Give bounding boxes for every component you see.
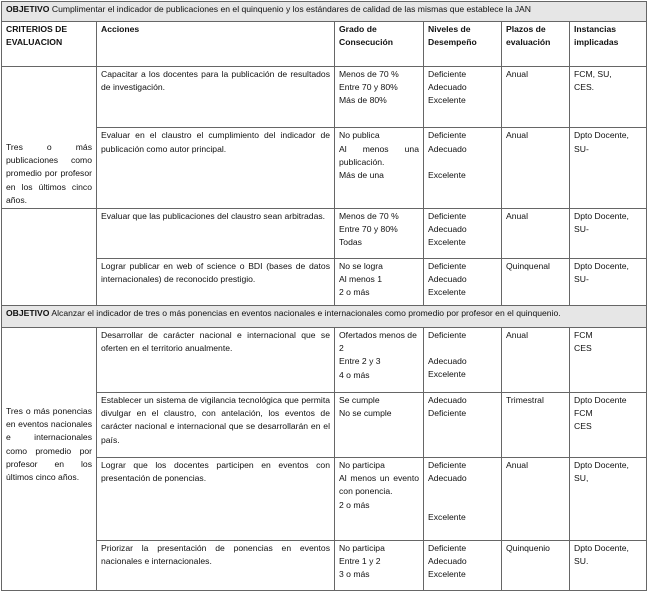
grado-line: 3 o más — [339, 569, 370, 580]
grado-line: Al menos 1 — [339, 274, 382, 285]
grado-cell — [335, 458, 424, 541]
grado-cell — [335, 209, 424, 259]
niveles-cell — [424, 128, 502, 209]
instancias-cell — [570, 67, 647, 128]
objective-1-label: OBJETIVO — [6, 4, 50, 14]
nivel-line: Deficiente — [428, 460, 467, 471]
nivel-line: Excelente — [428, 95, 466, 106]
objective-2-text: Alcanzar el indicador de tres o más ponencias en eventos nacionales e internacionales como promedio por profesor en el quinquenio. — [49, 308, 561, 319]
grado-line: Entre 70 y 80% — [339, 82, 398, 93]
instancia-line: FCM, SU, — [574, 69, 612, 79]
grado-line: No publica — [339, 130, 380, 141]
nivel-line: Deficiente — [428, 543, 467, 554]
grado-line: Menos de 70 % — [339, 69, 399, 79]
grado-cell — [335, 328, 424, 393]
nivel-line: Adecuado — [428, 556, 467, 567]
accion-cell: Capacitar a los docentes para la publicación de resultados de investigación. — [97, 67, 335, 128]
nivel-line: Excelente — [428, 287, 466, 298]
grado-line: Entre 2 y 3 — [339, 356, 381, 367]
grado-line: Menos de 70 % — [339, 211, 399, 222]
objective-row-2 — [2, 306, 647, 328]
instancia-line: FCM — [574, 408, 593, 419]
plazo-cell: Quinquenio — [502, 541, 570, 591]
niveles-cell — [424, 458, 502, 541]
instancia-line: FCM — [574, 330, 593, 341]
grado-cell — [335, 541, 424, 591]
grado-line: Al menos un evento con ponencia. — [339, 473, 419, 497]
plazo-cell: Anual — [502, 128, 570, 209]
instancia-line: CES — [574, 343, 592, 354]
niveles-cell — [424, 393, 502, 458]
instancias-cell — [570, 128, 647, 209]
header-niveles: Niveles de Desempeño — [424, 22, 502, 67]
plazo-cell: Anual — [502, 328, 570, 393]
nivel-line: Deficiente — [428, 211, 467, 222]
instancia-line: SU- — [574, 274, 589, 285]
grado-line: Ofertados menos de 2 — [339, 330, 417, 354]
grado-cell — [335, 393, 424, 458]
instancias-cell — [570, 328, 647, 393]
grado-line: Al menos una publicación. — [339, 143, 419, 167]
accion-cell: Lograr publicar en web of science o BDI (bases de datos internacionales) de reconocido prestigio. — [97, 259, 335, 306]
table-row — [2, 209, 647, 259]
nivel-line: Adecuado — [428, 395, 467, 406]
accion-cell: Evaluar que las publicaciones del claustro sean arbitradas. — [97, 209, 335, 259]
instancia-line: Dpto Docente, — [574, 460, 629, 471]
instancia-line: CES. — [574, 82, 595, 93]
grado-line: Más de 80% — [339, 95, 387, 106]
objective-1-text: Cumplimentar el indicador de publicaciones en el quinquenio y los estándares de calidad de las mismas que establece la JAN — [49, 4, 531, 14]
nivel-line: Adecuado — [428, 143, 467, 154]
nivel-line: Excelente — [428, 369, 466, 380]
nivel-line: Deficiente — [428, 130, 467, 141]
niveles-cell — [424, 541, 502, 591]
grado-line: No participa — [339, 543, 385, 554]
grado-cell — [335, 259, 424, 306]
grado-line: No se logra — [339, 261, 383, 272]
objective-1 — [2, 2, 647, 22]
criterio-1: Tres o más publicaciones como promedio por profesor en los últimos cinco años. — [2, 67, 97, 209]
niveles-cell — [424, 67, 502, 128]
grado-line: 2 o más — [339, 287, 370, 298]
table-row — [2, 328, 647, 393]
nivel-line: Excelente — [428, 569, 466, 580]
accion-cell: Desarrollar de carácter nacional e internacional que se oferten en el territorio anualmente. — [97, 328, 335, 393]
instancias-cell — [570, 458, 647, 541]
instancias-cell — [570, 259, 647, 306]
grado-line: 2 o más — [339, 499, 370, 510]
instancias-cell — [570, 393, 647, 458]
nivel-line: Deficiente — [428, 261, 467, 272]
plazo-cell: Anual — [502, 67, 570, 128]
grado-line: 4 o más — [339, 369, 370, 380]
table-row — [2, 458, 647, 541]
plazo-cell: Anual — [502, 458, 570, 541]
nivel-line: Excelente — [428, 169, 466, 180]
instancias-cell — [570, 209, 647, 259]
nivel-line: Adecuado — [428, 473, 467, 484]
header-plazos: Plazos de evaluación — [502, 22, 570, 67]
nivel-line: Deficiente — [428, 69, 467, 79]
header-row — [2, 22, 647, 67]
instancia-line: CES — [574, 421, 592, 432]
objective-2-label: OBJETIVO — [6, 308, 50, 319]
plazo-cell: Trimestral — [502, 393, 570, 458]
instancia-line: SU, — [574, 473, 589, 484]
grado-line: No participa — [339, 460, 385, 471]
grado-line: Más de una — [339, 170, 384, 181]
instancia-line: Dpto Docente — [574, 395, 627, 406]
objective-row-1 — [2, 2, 647, 22]
grado-line: No se cumple — [339, 408, 392, 419]
instancias-cell — [570, 541, 647, 591]
plazo-cell: Anual — [502, 209, 570, 259]
accion-cell: Establecer un sistema de vigilancia tecnológica que permita divulgar en el claustro, con antelación, los eventos de carácter nacional e internacional que se desarrollarán en el país. — [97, 393, 335, 458]
grado-line: Se cumple — [339, 395, 380, 406]
criterio-empty — [2, 209, 97, 306]
nivel-line: Adecuado — [428, 82, 467, 93]
evaluation-table — [1, 1, 647, 591]
grado-line: Entre 1 y 2 — [339, 556, 381, 567]
accion-cell: Lograr que los docentes participen en eventos con presentación de ponencias. — [97, 458, 335, 541]
plazo-cell: Quinquenal — [502, 259, 570, 306]
header-instancias: Instancias implicadas — [570, 22, 647, 67]
nivel-line: Adecuado — [428, 356, 467, 367]
grado-line: Entre 70 y 80% — [339, 224, 398, 235]
instancia-line: SU- — [574, 143, 589, 154]
header-acciones: Acciones — [97, 22, 335, 67]
table-row — [2, 541, 647, 591]
nivel-line: Deficiente — [428, 408, 467, 419]
grado-cell — [335, 128, 424, 209]
table-row — [2, 67, 647, 128]
instancia-line: Dpto Docente, — [574, 130, 629, 141]
niveles-cell — [424, 259, 502, 306]
grado-cell — [335, 67, 424, 128]
niveles-cell — [424, 328, 502, 393]
instancia-line: SU- — [574, 224, 589, 235]
nivel-line: Excelente — [428, 512, 466, 523]
nivel-line: Adecuado — [428, 274, 467, 285]
table-row — [2, 259, 647, 306]
niveles-cell — [424, 209, 502, 259]
nivel-line: Excelente — [428, 237, 466, 248]
objective-2 — [2, 306, 647, 328]
header-criterios: CRITERIOS DE EVALUACION — [2, 22, 97, 67]
nivel-line: Adecuado — [428, 224, 467, 235]
header-grado: Grado de Consecución — [335, 22, 424, 67]
nivel-line: Deficiente — [428, 330, 467, 341]
table-row — [2, 393, 647, 458]
instancia-line: SU. — [574, 556, 589, 567]
accion-cell: Evaluar en el claustro el cumplimiento del indicador de publicación como autor principal. — [97, 128, 335, 209]
instancia-line: Dpto Docente, — [574, 261, 629, 272]
instancia-line: Dpto Docente, — [574, 211, 629, 222]
criterio-2: Tres o más ponencias en eventos nacionales e internacionales como promedio por profesor en los últimos cinco años. — [2, 328, 97, 591]
instancia-line: Dpto Docente, — [574, 543, 629, 554]
table-row — [2, 128, 647, 209]
accion-cell: Priorizar la presentación de ponencias en eventos nacionales e internacionales. — [97, 541, 335, 591]
grado-line: Todas — [339, 237, 362, 248]
